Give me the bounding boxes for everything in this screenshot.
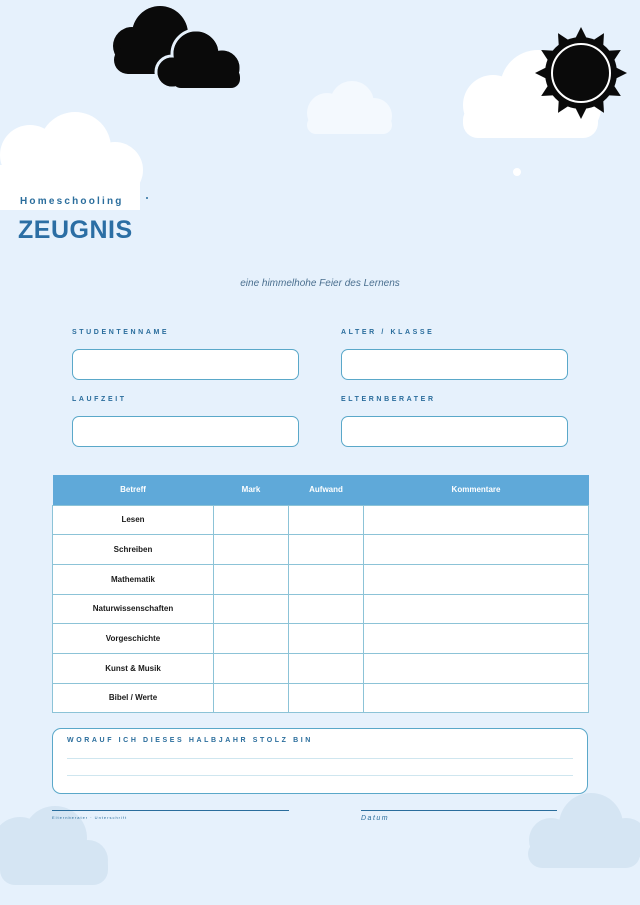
cloud-icon — [0, 110, 150, 210]
table-row — [53, 505, 589, 535]
sun-icon — [533, 25, 629, 121]
subject-cell: Bibel / Werte — [53, 683, 214, 713]
effort-cell[interactable] — [289, 653, 364, 683]
comment-cell[interactable] — [364, 683, 589, 713]
duration-label: LAUFZEIT — [72, 396, 127, 403]
writing-line — [67, 775, 573, 776]
kicker-text: Homeschooling — [20, 196, 124, 207]
table-row — [53, 535, 589, 565]
dark-cloud-icon — [112, 6, 244, 90]
effort-cell[interactable] — [289, 505, 364, 535]
subject-cell: Schreiben — [53, 535, 214, 565]
signature-label: Elternberater · Unterschrift — [52, 815, 128, 820]
effort-cell[interactable] — [289, 624, 364, 654]
table-row — [53, 653, 589, 683]
mark-cell[interactable] — [214, 594, 289, 624]
comment-cell[interactable] — [364, 653, 589, 683]
table-row — [53, 594, 589, 624]
age-class-label: ALTER / KLASSE — [341, 329, 435, 336]
comment-cell[interactable] — [364, 594, 589, 624]
table-header-row — [53, 475, 589, 505]
mark-cell[interactable] — [214, 624, 289, 654]
parent-advisor-field[interactable] — [341, 416, 568, 447]
student-name-field[interactable] — [72, 349, 299, 380]
table-row — [53, 564, 589, 594]
grades-table — [52, 475, 589, 713]
effort-cell[interactable] — [289, 535, 364, 565]
cloud-icon — [526, 790, 640, 870]
mark-cell[interactable] — [214, 505, 289, 535]
cloud-icon — [302, 78, 397, 136]
mark-cell[interactable] — [214, 683, 289, 713]
date-line[interactable] — [361, 810, 557, 811]
cloud-icon — [512, 167, 522, 177]
cloud-icon — [0, 800, 110, 890]
header-mark: Mark — [214, 475, 289, 505]
writing-line — [67, 758, 573, 759]
subject-cell: Mathematik — [53, 564, 214, 594]
table-row — [53, 624, 589, 654]
proud-box[interactable] — [52, 728, 588, 794]
signature-line[interactable] — [52, 810, 289, 811]
header-effort: Aufwand — [289, 475, 364, 505]
date-label: Datum — [361, 815, 390, 822]
comment-cell[interactable] — [364, 624, 589, 654]
subject-cell: Naturwissenschaften — [53, 594, 214, 624]
table-row — [53, 683, 589, 713]
age-class-field[interactable] — [341, 349, 568, 380]
effort-cell[interactable] — [289, 564, 364, 594]
page-subtitle: eine himmelhohe Feier des Lernens — [240, 278, 400, 289]
proud-label: WORAUF ICH DIESES HALBJAHR STOLZ BIN — [67, 737, 313, 744]
subject-cell: Vorgeschichte — [53, 624, 214, 654]
subject-cell: Lesen — [53, 505, 214, 535]
mark-cell[interactable] — [214, 653, 289, 683]
comment-cell[interactable] — [364, 535, 589, 565]
mark-cell[interactable] — [214, 535, 289, 565]
comment-cell[interactable] — [364, 505, 589, 535]
header-comments: Kommentare — [364, 475, 589, 505]
student-name-label: STUDENTENNAME — [72, 329, 170, 336]
comment-cell[interactable] — [364, 564, 589, 594]
duration-field[interactable] — [72, 416, 299, 447]
subject-cell: Kunst & Musik — [53, 653, 214, 683]
mark-cell[interactable] — [214, 564, 289, 594]
divider-dot — [146, 197, 148, 199]
effort-cell[interactable] — [289, 683, 364, 713]
header-subject: Betreff — [53, 475, 214, 505]
page-title: ZEUGNIS — [18, 216, 133, 244]
parent-advisor-label: ELTERNBERATER — [341, 396, 436, 403]
effort-cell[interactable] — [289, 594, 364, 624]
